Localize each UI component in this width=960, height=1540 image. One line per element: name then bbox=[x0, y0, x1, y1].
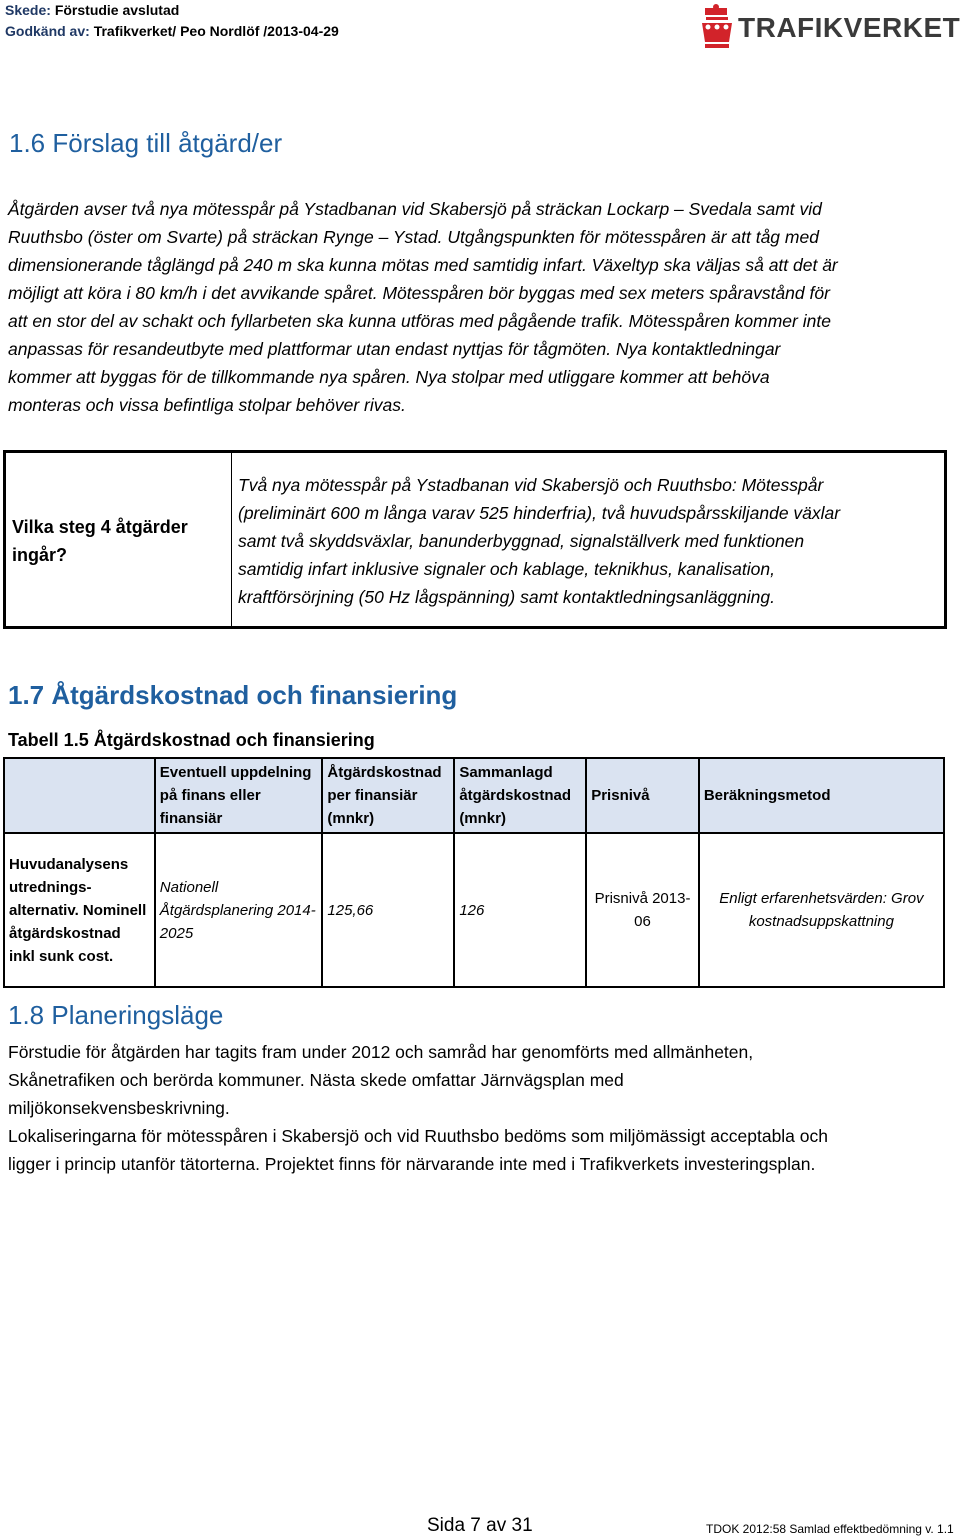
cost-table bbox=[3, 757, 945, 988]
trafikverket-logo bbox=[700, 4, 960, 50]
section-1-8-paragraph bbox=[8, 1038, 953, 1178]
paragraph-line: Lokaliseringarna för mötesspåren i Skabersjö och vid Ruuthsbo bedöms som miljömässigt acceptabla och bbox=[8, 1126, 828, 1146]
paragraph-line: kommer att byggas för de tillkommande nya spåren. Nya stolpar med utliggare kommer att behöva bbox=[8, 367, 770, 387]
total-cost-cell: 126 bbox=[454, 833, 586, 987]
table-header-row bbox=[4, 758, 944, 833]
section-title-1-7: 1.7 Åtgärdskostnad och finansiering bbox=[8, 680, 458, 710]
steps-box bbox=[3, 450, 947, 629]
paragraph-line: Förstudie för åtgärden har tagits fram under 2012 och samråd har genomförts med allmänheten, bbox=[8, 1042, 754, 1062]
paragraph-line: Ruuthsbo (öster om Svarte) på sträckan Rynge – Ystad. Utgångspunkten för mötesspåren är att tåg med bbox=[8, 227, 819, 247]
doc-reference: TDOK 2012:58 Samlad effektbedömning v. 1.1 bbox=[706, 1522, 954, 1536]
paragraph-line: ligger i princip utanför tätorterna. Projektet finns för närvarande inte med i Trafikverkets investeringsplan. bbox=[8, 1154, 816, 1174]
price-level-cell: Prisnivå 2013-06 bbox=[586, 833, 699, 987]
paragraph-line: möjligt att köra i 80 km/h i det avvikande spåret. Mötesspåren bör byggas med sex meters spåravstånd för bbox=[8, 283, 830, 303]
steps-box-line: kraftförsörjning (50 Hz lågspänning) samt kontaktledningsanläggning. bbox=[238, 587, 775, 607]
steps-box-line: (preliminärt 600 m långa varav 525 hinderfria), två huvudspårsskiljande växlar bbox=[238, 503, 841, 523]
row-label: Huvudanalysens utrednings-alternativ. Nominell åtgärdskostnad inkl sunk cost. bbox=[4, 833, 155, 987]
page-number: Sida 7 av 31 bbox=[427, 1515, 533, 1536]
paragraph-line: Åtgärden avser två nya mötesspår på Ystadbanan vid Skabersjö på sträckan Lockarp – Svedala samt vid bbox=[8, 199, 822, 219]
header-stage-value: Förstudie avslutad bbox=[54, 2, 180, 18]
steps-box-label: Vilka steg 4 åtgärder ingår? bbox=[12, 517, 188, 565]
steps-box-line: samt två skyddsväxlar, banunderbyggnad, signalställverk med funktionen bbox=[238, 531, 805, 551]
steps-box-line: Två nya mötesspår på Ystadbanan vid Skabersjö och Ruuthsbo: Mötesspår bbox=[238, 475, 824, 495]
financier-cell: Nationell Åtgärdsplanering 2014-2025 bbox=[155, 833, 323, 987]
section-title-1-8: 1.8 Planeringsläge bbox=[8, 1000, 224, 1030]
paragraph-line: miljökonsekvensbeskrivning. bbox=[8, 1098, 230, 1118]
table-caption: Tabell 1.5 Åtgärdskostnad och finansiering bbox=[8, 730, 375, 750]
steps-box-text bbox=[238, 471, 938, 611]
column-header: Beräkningsmetod bbox=[699, 758, 944, 833]
crown-icon bbox=[700, 4, 734, 50]
header-approved bbox=[5, 21, 339, 42]
column-header bbox=[4, 758, 155, 833]
header-approved-key: Godkänd av: bbox=[5, 23, 90, 39]
header-stage bbox=[5, 0, 179, 21]
logo-text: TRAFIKVERKET bbox=[738, 12, 960, 43]
method-cell: Enligt erfarenhetsvärden: Grov kostnadsuppskattning bbox=[699, 833, 944, 987]
paragraph-line: monteras och vissa befintliga stolpar behöver rivas. bbox=[8, 395, 406, 415]
header-stage-key: Skede: bbox=[5, 2, 51, 18]
steps-box-label-cell bbox=[6, 453, 232, 626]
column-header: Prisnivå bbox=[586, 758, 699, 833]
column-header: Sammanlagd åtgärdskostnad (mnkr) bbox=[454, 758, 586, 833]
header-approved-value: Trafikverket/ Peo Nordlöf /2013-04-29 bbox=[93, 23, 339, 39]
paragraph-line: att en stor del av schakt och fyllarbeten ska kunna utföras med pågående trafik. Mötesspåren kommer inte bbox=[8, 311, 831, 331]
steps-box-line: samtidig infart inklusive signaler och kablage, teknikhus, kanalisation, bbox=[238, 559, 775, 579]
paragraph-line: anpassas för resandeutbyte med plattformar utan endast nyttjas för tågmöten. Nya kontaktledningar bbox=[8, 339, 781, 359]
paragraph-line: dimensionerande tåglängd på 240 m ska kunna mötas med samtidig infart. Växeltyp ska väljas så att det är bbox=[8, 255, 838, 275]
column-header: Åtgärdskostnad per finansiär (mnkr) bbox=[322, 758, 454, 833]
section-title-1-6: 1.6 Förslag till åtgärd/er bbox=[9, 128, 283, 158]
cost-per-financier-cell: 125,66 bbox=[322, 833, 454, 987]
paragraph-line: Skånetrafiken och berörda kommuner. Nästa skede omfattar Järnvägsplan med bbox=[8, 1070, 624, 1090]
column-header: Eventuell uppdelning på finans eller finansiär bbox=[155, 758, 323, 833]
table-row bbox=[4, 833, 944, 987]
section-1-6-paragraph bbox=[8, 195, 953, 419]
